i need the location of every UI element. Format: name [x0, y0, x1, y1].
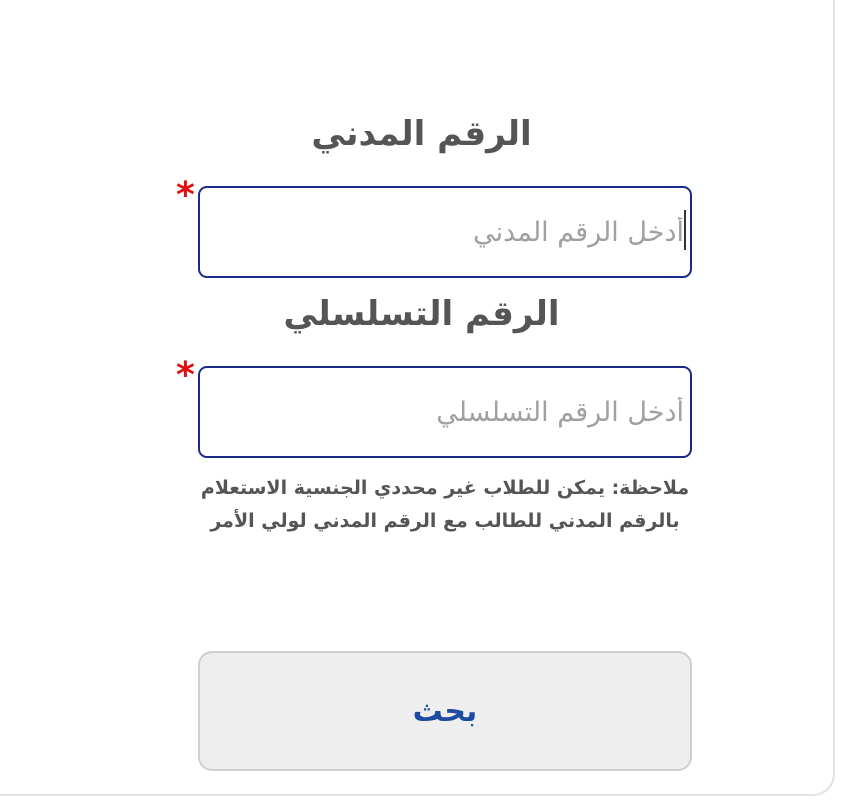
- serial-number-label: الرقم التسلسلي: [283, 294, 560, 334]
- civil-id-input[interactable]: [200, 188, 690, 276]
- serial-number-required-mark: *: [176, 355, 195, 396]
- civil-id-label: الرقم المدني: [311, 114, 532, 154]
- serial-number-input[interactable]: [200, 368, 690, 456]
- note-text: ملاحظة: يمكن للطلاب غير محددي الجنسية الاستعلام بالرقم المدني للطالب مع الرقم المدني لولي الأمر: [200, 477, 690, 532]
- civil-id-field-wrapper[interactable]: [198, 186, 692, 278]
- search-button[interactable]: بحث: [198, 651, 692, 771]
- civil-id-required-mark: *: [176, 175, 195, 216]
- serial-number-field-wrapper[interactable]: [198, 366, 692, 458]
- text-caret: [684, 210, 686, 250]
